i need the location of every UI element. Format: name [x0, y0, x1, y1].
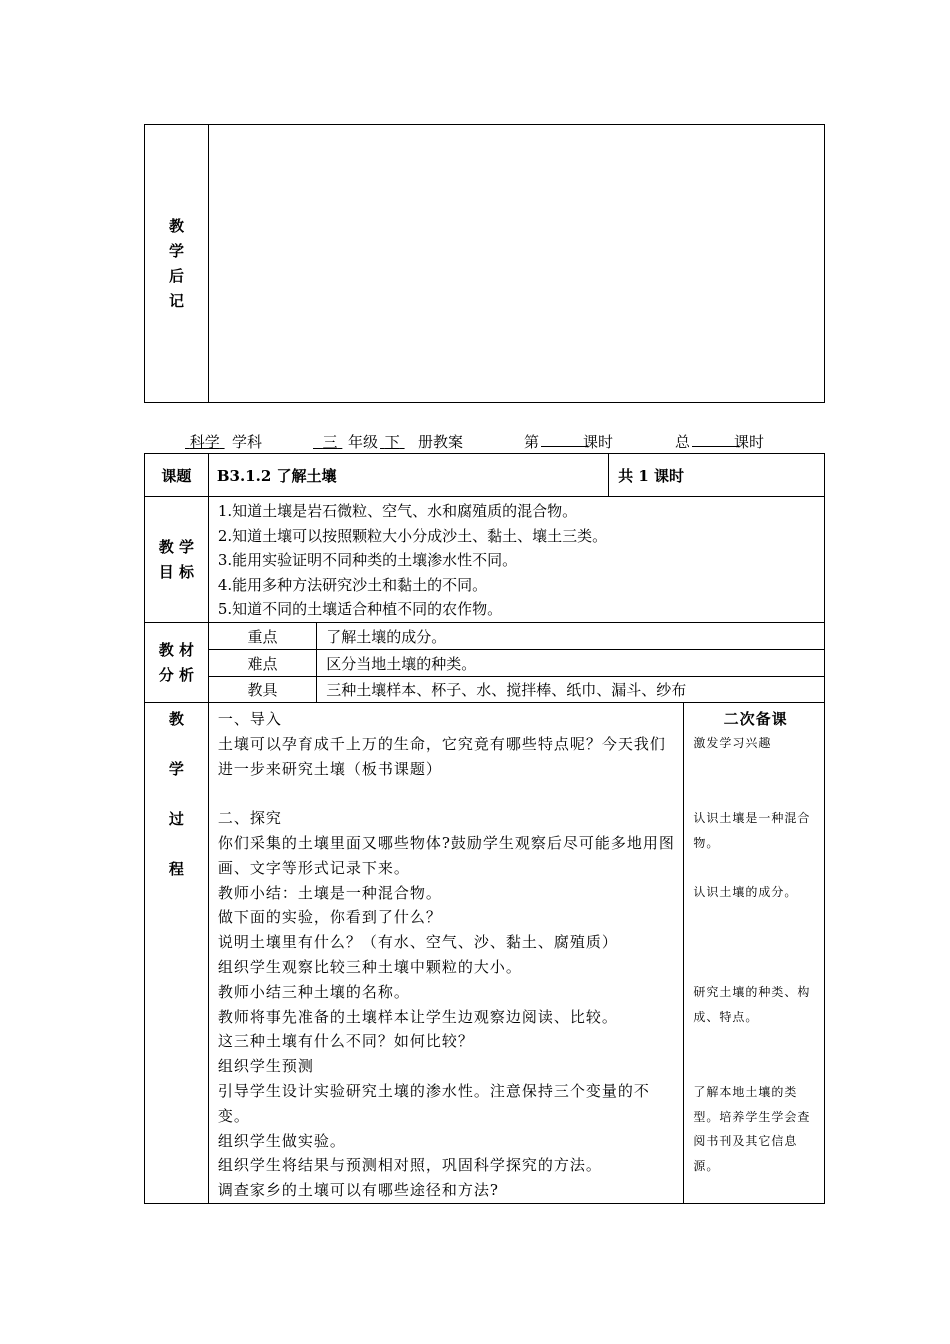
process-line: 教师将事先准备的土壤样本让学生边观察边阅读、比较。	[217, 1007, 618, 1026]
goal-item: 3.能用实验证明不同种类的土壤渗水性不同。	[217, 551, 518, 569]
process-line: 组织学生观察比较三种土壤中颗粒的大小。	[217, 957, 522, 976]
note-item: 了解本地土壤的类型。培养学生学会查阅书刊及其它信息源。	[693, 1084, 811, 1174]
process-line: 做下面的实验，你看到了什么？	[217, 908, 442, 927]
process-label-char: 程	[168, 860, 184, 878]
goals-label	[145, 497, 209, 623]
process-line: 组织学生将结果与预测相对照，巩固科学探究的方法。	[217, 1156, 602, 1175]
goal-item: 4.能用多种方法研究沙土和黏土的不同。	[217, 575, 488, 594]
process-line: 这三种土壤有什么不同？如何比较？	[217, 1032, 474, 1051]
process-line: 教师小结三种土壤的名称。	[217, 982, 410, 1001]
goal-item: 5.知道不同的土壤适合种植不同的农作物。	[217, 600, 503, 618]
note-item: 认识土壤的成分。	[693, 885, 798, 900]
analysis-key: 重点	[208, 623, 316, 650]
note-item: 激发学习兴趣	[693, 736, 772, 750]
goals-list	[208, 497, 824, 623]
process-line: 组织学生做实验。	[217, 1131, 346, 1150]
postscript-table	[144, 124, 825, 403]
header-total-blank[interactable]	[692, 431, 740, 449]
analysis-key: 教具	[208, 677, 316, 703]
goal-item: 1.知道土壤是岩石微粒、空气、水和腐殖质的混合物。	[217, 502, 578, 520]
postscript-label-char: 后	[168, 266, 184, 285]
explore-heading: 二、探究	[217, 809, 282, 828]
postscript-label-char: 记	[168, 291, 184, 310]
goals-label-line: 目 标	[158, 562, 195, 581]
analysis-label	[145, 623, 209, 703]
intro-text: 土壤可以孕育成千上万的生命，它究竟有哪些特点呢？今天我们进一步来研究土壤（板书课题）	[217, 734, 666, 778]
lesson-title: B3.1.2 了解土壤	[208, 454, 608, 497]
process-line: 组织学生预测	[217, 1057, 314, 1076]
header-grade: 三	[322, 433, 338, 451]
postscript-content[interactable]	[208, 125, 824, 403]
header-lesson-prefix: 第	[524, 433, 540, 451]
postscript-label	[145, 125, 209, 403]
lesson-hours: 共 1 课时	[609, 454, 825, 497]
process-line: 调查家乡的土壤可以有哪些途径和方法?	[217, 1181, 499, 1200]
goals-label-line: 教 学	[158, 537, 195, 556]
lesson-plan-table	[144, 453, 825, 1204]
goal-item: 2.知道土壤可以按照颗粒大小分成沙土、黏土、壤土三类。	[217, 526, 608, 545]
header-subject: 科学	[189, 433, 220, 451]
header-total-prefix: 总	[675, 433, 691, 451]
postscript-label-char: 学	[168, 241, 184, 260]
analysis-label-line: 分 析	[158, 665, 195, 684]
title-label: 课题	[145, 454, 209, 497]
process-label-char: 学	[168, 760, 184, 778]
header-term-suffix: 册教案	[418, 433, 464, 451]
header-lesson-blank[interactable]	[541, 431, 589, 449]
notes-heading: 二次备课	[723, 710, 788, 728]
header-subject-suffix: 学科	[232, 433, 263, 451]
process-line: 说明土壤里有什么？（有水、空气、沙、黏土、腐殖质）	[217, 933, 618, 952]
header-total-suffix: 课时	[734, 433, 765, 451]
process-line: 引导学生设计实验研究土壤的渗水性。注意保持三个变量的不变。	[217, 1081, 650, 1125]
intro-heading: 一、导入	[217, 710, 282, 728]
analysis-value: 了解土壤的成分。	[317, 623, 825, 650]
notes-column	[684, 703, 825, 1204]
header-grade-suffix: 年级	[348, 433, 379, 451]
process-label-char: 教	[168, 710, 184, 728]
process-label	[145, 703, 209, 1204]
header-lesson-suffix: 课时	[583, 433, 614, 451]
analysis-label-line: 教 材	[158, 640, 195, 659]
process-content	[208, 703, 684, 1204]
note-item: 研究土壤的种类、构成、特点。	[693, 985, 811, 1024]
header-term: 下	[384, 433, 400, 451]
analysis-value: 三种土壤样本、杯子、水、搅拌棒、纸巾、漏斗、纱布	[317, 677, 825, 703]
note-item: 认识土壤是一种混合物。	[693, 810, 811, 850]
process-line: 你们采集的土壤里面又哪些物体?鼓励学生观察后尽可能多地用图画、文字等形式记录下来。	[217, 833, 675, 877]
lesson-header	[0, 431, 950, 451]
analysis-key: 难点	[208, 650, 316, 677]
process-line: 教师小结：土壤是一种混合物。	[217, 883, 442, 902]
postscript-label-char: 教	[168, 216, 184, 235]
process-label-char: 过	[168, 810, 184, 828]
analysis-value: 区分当地土壤的种类。	[317, 650, 825, 677]
